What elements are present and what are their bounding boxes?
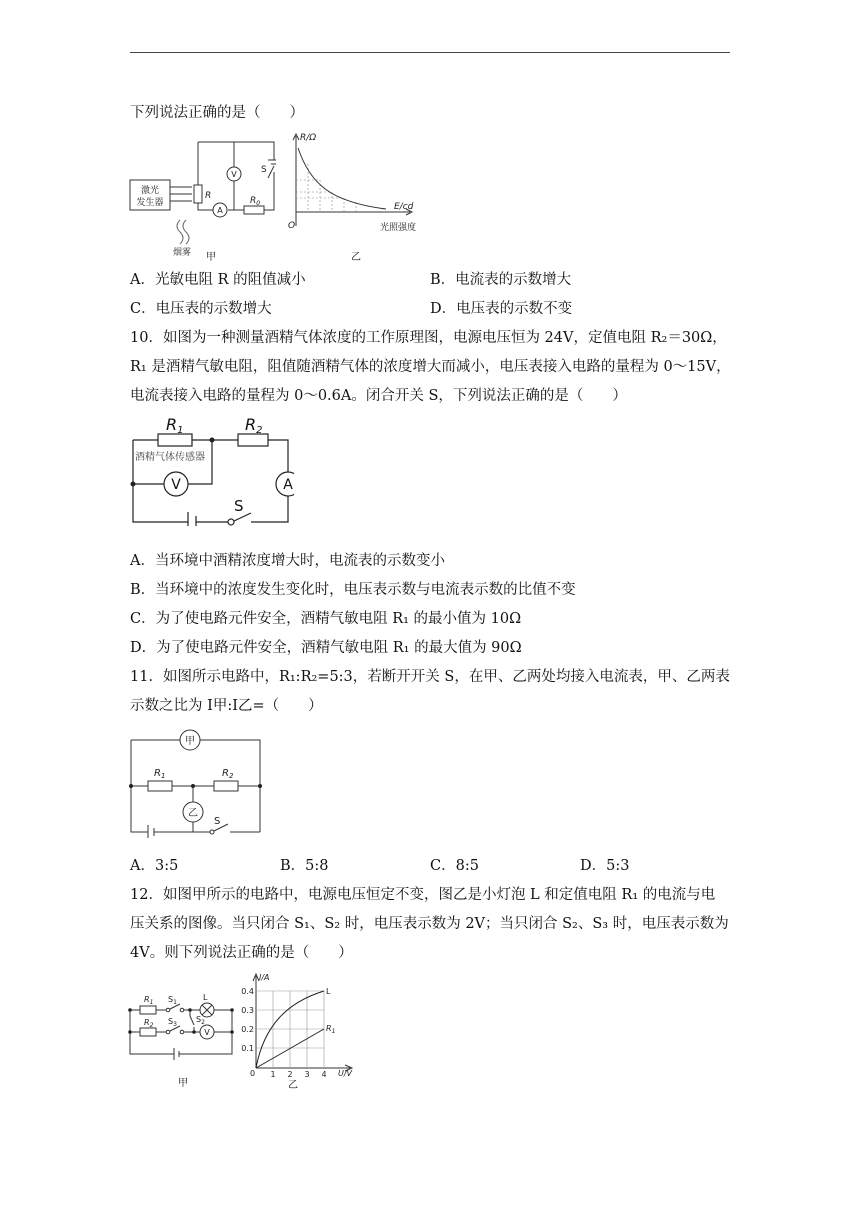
y-tick-0.1: 0.1 xyxy=(241,1044,254,1053)
q10-option-d: D．为了使电路元件安全，酒精气敏电阻 R₁ 的最大值为 90Ω xyxy=(130,640,522,656)
ammeter-label: A xyxy=(283,477,293,493)
voltmeter-label: V xyxy=(204,1028,210,1037)
q12-iu-graph xyxy=(240,970,366,1080)
q11-option-c: C．8:5 xyxy=(430,858,479,874)
laser-label-2: 发生器 xyxy=(136,198,164,208)
curve-l-label: L xyxy=(326,987,331,996)
q9-x-axis-label: E/cd xyxy=(394,202,414,212)
r2-label: R2 xyxy=(245,415,263,436)
q9-resistance-curve xyxy=(298,148,386,209)
q9-option-c: C．电压表的示数增大 xyxy=(130,301,272,317)
x-tick-3: 3 xyxy=(304,1070,310,1079)
q12-stem-line-1: 12．如图甲所示的电路中，电源电压恒定不变，图乙是小灯泡 L 和定值电阻 R₁ 的电流与电 xyxy=(130,887,716,903)
q10-option-c: C．为了使电路元件安全，酒精气敏电阻 R₁ 的最小值为 10Ω xyxy=(130,611,522,627)
q10-circuit-figure xyxy=(128,412,294,526)
q9-intro: 下列说法正确的是（ ） xyxy=(130,105,304,121)
y-tick-0.3: 0.3 xyxy=(241,1006,254,1015)
y-tick-0.4: 0.4 xyxy=(241,987,254,996)
sensor-label: 酒精气体传感器 xyxy=(135,452,205,463)
s1-label: $S_1$ xyxy=(168,995,177,1006)
switch-label: S xyxy=(234,497,244,515)
s2-label: $S_2$ xyxy=(196,1015,205,1026)
q9-option-d: D．电压表的示数不变 xyxy=(430,301,573,317)
q11-stem-line-2: 示数之比为 I甲:I乙=（ ） xyxy=(130,698,323,714)
q12-caption-a: 甲 xyxy=(178,1078,188,1089)
q9-x-title: 光照强度 xyxy=(380,223,417,233)
q12-stem-line-2: 压关系的图像。当只闭合 S₁、S₂ 时，电压表示数为 2V；当只闭合 S₂、S₃ 时，电压表示数为 xyxy=(130,916,729,932)
s3-label: $S_3$ xyxy=(168,1017,177,1028)
line-r1-label: $R_1$ xyxy=(326,1024,336,1035)
q12-circuit-figure xyxy=(128,990,234,1060)
r-label: R xyxy=(205,191,212,201)
header-rule xyxy=(130,52,730,53)
y-tick-0.2: 0.2 xyxy=(241,1025,254,1034)
q10-option-a: A．当环境中酒精浓度增大时，电流表的示数变小 xyxy=(130,553,445,569)
x-tick-1: 1 xyxy=(270,1070,276,1079)
q10-option-b: B．当环境中的浓度发生变化时，电压表示数与电流表示数的比值不变 xyxy=(130,582,576,598)
switch-label: S xyxy=(261,165,267,175)
jia-meter-label: 甲 xyxy=(185,736,195,747)
q12-stem-line-3: 4V。则下列说法正确的是（ ） xyxy=(130,945,353,961)
q9-option-a: A．光敏电阻 R 的阻值减小 xyxy=(130,272,306,288)
q11-option-b: B．5:8 xyxy=(280,858,329,874)
q11-option-a: A．3:5 xyxy=(130,858,179,874)
q9-circuit-figure xyxy=(128,130,276,265)
laser-label-1: 激光 xyxy=(140,186,160,196)
x-tick-4: 4 xyxy=(321,1070,327,1079)
q12-caption-b: 乙 xyxy=(288,1080,298,1091)
q9-option-b: B．电流表的示数增大 xyxy=(430,272,572,288)
q12-y-axis-label: I/A xyxy=(259,973,270,982)
q9-graph-figure xyxy=(286,130,422,238)
q12-x-axis-label: U/V xyxy=(338,1069,353,1078)
q9-caption-a: 甲 xyxy=(206,252,216,263)
r1-label: R1 xyxy=(166,415,184,436)
q10-stem-line-1: 10．如图为一种测量酒精气体浓度的工作原理图，电源电压恒为 24V，定值电阻 R₂＝30Ω， xyxy=(130,330,727,346)
q9-y-axis-label: R/Ω xyxy=(300,133,317,143)
r2-label: $R_2$ xyxy=(222,768,234,780)
q10-stem-line-3: 电流表接入电路的量程为 0～0.6A。闭合开关 S，下列说法正确的是（ ） xyxy=(130,388,627,404)
smoke-label: 烟雾 xyxy=(172,248,192,258)
q12-origin-label: 0 xyxy=(250,1069,256,1078)
q9-origin-label: O xyxy=(288,221,296,231)
r2-label: $R_2$ xyxy=(144,1018,154,1029)
q12-graph-gridlines xyxy=(256,991,324,1068)
q11-stem-line-1: 11．如图所示电路中，R₁:R₂=5:3，若断开开关 S，在甲、乙两处均接入电流表，甲、乙两表 xyxy=(130,669,730,685)
r0-label: $R_0$ xyxy=(250,196,261,207)
q9-graph-gridlines xyxy=(296,164,356,212)
switch-label: S xyxy=(214,816,221,827)
voltmeter-label: V xyxy=(171,477,181,493)
yi-meter-label: 乙 xyxy=(188,808,198,819)
q10-stem-line-2: R₁ 是酒精气敏电阻，阻值随酒精气体的浓度增大而减小，电压表接入电路的量程为 0～15V， xyxy=(130,359,731,375)
r1-label: $R_1$ xyxy=(144,995,154,1006)
q11-option-d: D．5:3 xyxy=(580,858,630,874)
q9-caption-b: 乙 xyxy=(351,252,361,263)
voltmeter-label: V xyxy=(231,170,237,179)
r1-label: $R_1$ xyxy=(154,768,166,780)
lamp-label: L xyxy=(203,993,208,1002)
x-tick-2: 2 xyxy=(287,1070,293,1079)
ammeter-label: A xyxy=(217,206,223,215)
q11-circuit-figure xyxy=(128,726,264,838)
